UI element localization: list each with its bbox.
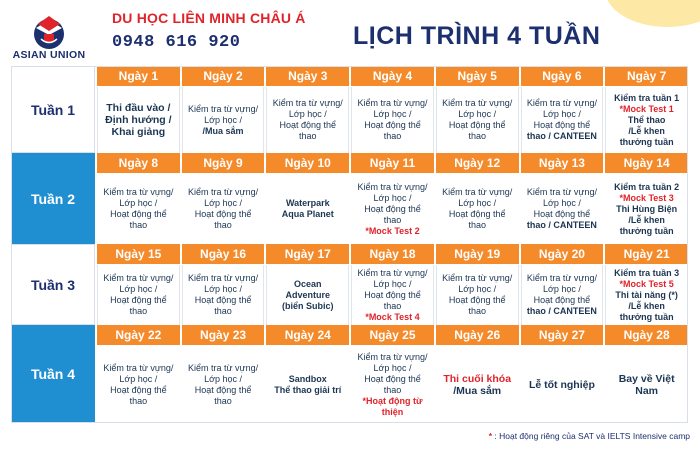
week-label: Tuần 3	[11, 244, 95, 325]
activity-line: Kiểm tra từ vựng/	[526, 98, 597, 108]
activity-line: Kiểm tra từ vựng/	[188, 187, 259, 197]
week-label: Tuần 4	[11, 325, 95, 423]
activity-line: thao / CANTEEN	[526, 131, 597, 141]
activity-line: Lớp học /	[119, 373, 158, 384]
activity-line: Thi Hùng Biện	[616, 203, 678, 214]
activity-line: thưởng tuần	[619, 311, 674, 322]
schedule-table	[11, 66, 688, 423]
activity-line: Lớp học /	[373, 109, 412, 119]
activity-line: thao	[383, 131, 402, 141]
activity-line: Lớp học /	[458, 284, 497, 294]
activity-line: Hoạt động thể	[533, 209, 591, 219]
activity-line: Lớp học /	[204, 284, 243, 294]
activity-line: Kiểm tra từ vựng/	[188, 103, 259, 114]
day-activity-cell	[182, 87, 265, 153]
activity-line: Hoạt động thể	[533, 295, 591, 305]
footnote	[489, 431, 690, 441]
activity-line: Lớp học /	[542, 284, 581, 294]
activity-line: Kiểm tra từ vựng/	[272, 98, 343, 108]
activity-line: Hoạt động thể	[364, 289, 421, 300]
activity-line: Lớp học /	[373, 278, 412, 289]
activity-line: Hoạt động thể	[194, 384, 252, 395]
day-header: Ngày 28	[605, 325, 688, 346]
activity-line: Lớp học /	[373, 362, 412, 373]
day-header: Ngày 8	[97, 153, 180, 174]
activity-line: Lớp học /	[204, 114, 243, 125]
day-activity-cell	[436, 346, 519, 423]
graduation-cap-icon	[8, 8, 90, 52]
activity-line: Lớp học /	[542, 109, 581, 119]
day-activity-cell	[605, 265, 688, 325]
activity-line: Hoạt động thể	[110, 384, 167, 395]
activity-line: Kiểm tra từ vựng/	[103, 362, 174, 373]
activity-line: Aqua Planet	[281, 209, 334, 219]
activity-line: thưởng tuần	[619, 225, 674, 236]
day-header: Ngày 7	[605, 66, 688, 87]
footnote-text: : Hoạt động riêng của SAT và IELTS Intensive camp	[492, 431, 690, 441]
day-header: Ngày 16	[182, 244, 265, 265]
day-header: Ngày 4	[351, 66, 434, 87]
activity-line: thao	[468, 220, 486, 230]
day-activity-cell	[436, 174, 519, 244]
activity-line: Kiểm tra từ vựng/	[357, 98, 428, 108]
activity-line: thao	[214, 395, 232, 406]
day-activity-cell	[521, 174, 604, 244]
activity-line: Lớp học /	[373, 192, 412, 203]
activity-line: /Lễ khen	[628, 214, 665, 225]
day-header: Ngày 19	[436, 244, 519, 265]
activity-line: Kiểm tra từ vựng/	[188, 273, 259, 283]
decorative-sun-shape	[605, 0, 700, 27]
footnote-mark: *	[488, 431, 493, 441]
activity-line: Kiểm tra từ vựng/	[188, 362, 259, 373]
day-header: Ngày 23	[182, 325, 265, 346]
activity-line: thao / CANTEEN	[526, 220, 597, 230]
activity-line: Khai giảng	[111, 126, 166, 138]
activity-line: Bay về Việt Nam	[618, 372, 675, 397]
logo-text: ASIAN UNION	[12, 49, 86, 61]
activity-line: Kiểm tra từ vựng/	[526, 273, 597, 283]
day-activity-cell	[97, 87, 180, 153]
activity-line: Kiểm tra từ vựng/	[103, 273, 174, 283]
activity-line: Kiểm tra tuần 3	[614, 267, 680, 278]
activity-line: thao	[214, 306, 232, 316]
activity-line: Lớp học /	[119, 198, 158, 208]
day-activity-cell	[97, 346, 180, 423]
activity-line: Hoạt động thể	[364, 120, 421, 130]
activity-line: Kiểm tra từ vựng/	[442, 273, 513, 283]
activity-line: /Lễ khen	[628, 125, 665, 136]
activity-line: Sandbox	[288, 373, 327, 384]
day-activity-cell	[266, 346, 349, 423]
activity-line: Hoạt động thể	[110, 295, 167, 305]
day-header: Ngày 22	[97, 325, 180, 346]
activity-line: (biển Subic)	[282, 300, 334, 311]
day-activity-cell	[521, 265, 604, 325]
day-header: Ngày 24	[266, 325, 349, 346]
activity-line: *Mock Test 1	[619, 103, 674, 114]
activity-line: Kiểm tra từ vựng/	[357, 351, 428, 362]
activity-line: Kiểm tra từ vựng/	[357, 267, 428, 278]
activity-line: Hoạt động thể	[194, 209, 252, 219]
day-activity-cell	[266, 174, 349, 244]
day-activity-cell	[605, 87, 688, 153]
day-header: Ngày 9	[182, 153, 265, 174]
activity-line: Lớp học /	[119, 284, 158, 294]
day-header: Ngày 17	[266, 244, 349, 265]
day-header: Ngày 13	[521, 153, 604, 174]
activity-line: Lớp học /	[288, 109, 327, 119]
day-header: Ngày 25	[351, 325, 434, 346]
activity-line: thưởng tuần	[619, 136, 674, 147]
day-activity-cell	[182, 174, 265, 244]
day-header: Ngày 18	[351, 244, 434, 265]
activity-line: thao / CANTEEN	[526, 306, 597, 316]
activity-line: /Mua sắm	[202, 125, 244, 136]
activity-line: Lớp học /	[204, 373, 243, 384]
activity-line: thao	[129, 220, 148, 230]
activity-line: /Mua sắm	[453, 384, 502, 397]
day-header: Ngày 27	[521, 325, 604, 346]
day-header: Ngày 14	[605, 153, 688, 174]
activity-line: Waterpark	[285, 198, 330, 208]
activity-line: Thể thao giải trí	[274, 384, 342, 395]
day-activity-cell	[351, 87, 434, 153]
activity-line: Định hướng /	[105, 114, 172, 126]
day-activity-cell	[436, 87, 519, 153]
activity-line: Hoạt động thể	[194, 295, 252, 305]
activity-line: Hoạt động thể	[448, 295, 506, 305]
activity-line: Hoạt động thể	[533, 120, 591, 130]
day-header: Ngày 1	[97, 66, 180, 87]
day-activity-cell	[351, 346, 434, 423]
activity-line: Thi đầu vào /	[106, 102, 171, 114]
activity-line: Lễ tốt nghiệp	[528, 378, 595, 391]
activity-line: Lớp học /	[204, 198, 243, 208]
activity-line: Ocean	[294, 278, 322, 289]
week-label: Tuần 1	[11, 66, 95, 153]
activity-line: Kiểm tra từ vựng/	[526, 187, 597, 197]
activity-line: *Mock Test 5	[619, 278, 674, 289]
activity-line: /Lễ khen	[628, 300, 665, 311]
activity-line: *Mock Test 2	[365, 225, 420, 236]
activity-line: thao	[468, 131, 486, 141]
asian-union-logo	[8, 8, 90, 64]
activity-line: Hoạt động thể	[364, 373, 421, 384]
activity-line: Thể thao	[627, 114, 666, 125]
activity-line: thao	[468, 306, 486, 316]
activity-line: thao	[129, 395, 148, 406]
day-activity-cell	[351, 265, 434, 325]
day-activity-cell	[266, 265, 349, 325]
day-activity-cell	[182, 265, 265, 325]
day-activity-cell	[605, 174, 688, 244]
day-header: Ngày 21	[605, 244, 688, 265]
day-header: Ngày 12	[436, 153, 519, 174]
activity-line: *Mock Test 3	[619, 192, 674, 203]
activity-line: thao	[214, 220, 232, 230]
activity-line: Lớp học /	[458, 198, 497, 208]
activity-line: Kiểm tra từ vựng/	[357, 181, 428, 192]
activity-line: *Mock Test 4	[365, 311, 420, 322]
day-activity-cell	[351, 174, 434, 244]
activity-line: thao	[299, 131, 317, 141]
week-label: Tuần 2	[11, 153, 95, 244]
day-activity-cell	[521, 346, 604, 423]
day-header: Ngày 6	[521, 66, 604, 87]
day-header: Ngày 3	[266, 66, 349, 87]
activity-line: Adventure	[285, 289, 331, 300]
activity-line: Hoạt động thể	[110, 209, 167, 219]
activity-line: thao	[383, 384, 402, 395]
day-header: Ngày 20	[521, 244, 604, 265]
day-header: Ngày 5	[436, 66, 519, 87]
activity-line: thao	[383, 300, 402, 311]
activity-line: Lớp học /	[542, 198, 581, 208]
day-header: Ngày 2	[182, 66, 265, 87]
day-activity-cell	[436, 265, 519, 325]
activity-line: Kiểm tra tuần 2	[614, 181, 680, 192]
activity-line: Hoạt động thể	[448, 209, 506, 219]
brand-name: DU HỌC LIÊN MINH CHÂU Á	[112, 10, 306, 26]
activity-line: Lớp học /	[458, 109, 497, 119]
day-activity-cell	[266, 87, 349, 153]
activity-line: Thi cuối khóa	[443, 372, 512, 385]
activity-line: *Hoạt động từ thiện	[362, 395, 423, 417]
activity-line: thao	[129, 306, 148, 316]
day-activity-cell	[182, 346, 265, 423]
activity-line: Hoạt động thể	[279, 120, 337, 130]
activity-line: Kiểm tra từ vựng/	[442, 98, 513, 108]
day-activity-cell	[97, 174, 180, 244]
brand-phone: 0948 616 920	[112, 33, 241, 52]
activity-line: Kiểm tra từ vựng/	[103, 187, 174, 197]
day-activity-cell	[605, 346, 688, 423]
day-activity-cell	[97, 265, 180, 325]
activity-line: Hoạt động thể	[448, 120, 506, 130]
day-header: Ngày 15	[97, 244, 180, 265]
activity-line: Kiểm tra từ vựng/	[442, 187, 513, 197]
activity-line: Kiểm tra tuần 1	[614, 92, 680, 103]
activity-line: Hoạt động thể	[364, 203, 421, 214]
day-header: Ngày 10	[266, 153, 349, 174]
page-title: LỊCH TRÌNH 4 TUẦN	[353, 22, 601, 50]
day-header: Ngày 26	[436, 325, 519, 346]
activity-line: thao	[383, 214, 402, 225]
day-activity-cell	[521, 87, 604, 153]
day-header: Ngày 11	[351, 153, 434, 174]
activity-line: Thi tài năng (*)	[615, 289, 678, 300]
